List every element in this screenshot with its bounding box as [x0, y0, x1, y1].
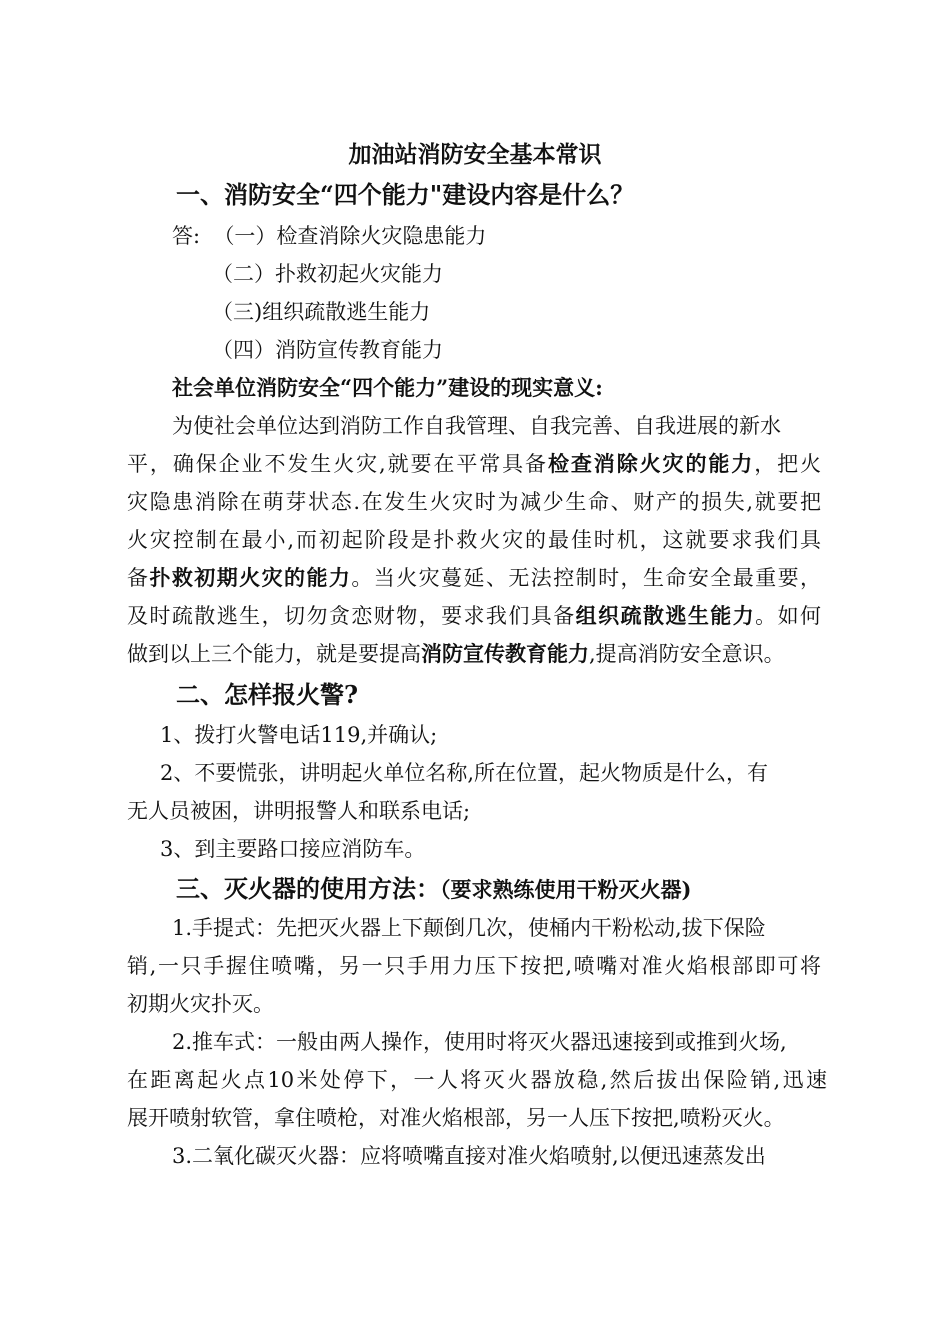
section-1-subheading: 社会单位消防安全“四个能力”建设的现实意义: — [172, 375, 603, 400]
section-3-heading-line — [176, 874, 691, 905]
answer-prefix: 答: — [172, 224, 201, 248]
paragraph-line: 平，确保企业不发生火灾,就要在平常具备检查消除火灾的能力，把火 — [127, 451, 822, 476]
paragraph-line: 初期火灾扑灭。 — [127, 992, 274, 1016]
paragraph-line: 及时疏散逃生，切勿贪恋财物，要求我们具备组织疏散逃生能力。如何 — [127, 603, 822, 628]
paragraph-line: 1.手提式：先把灭火器上下颠倒几次，使桶内干粉松动,拔下保险 — [172, 916, 766, 940]
answer-line — [172, 221, 486, 251]
paragraph-line: 火灾控制在最小,而初起阶段是扑救火灾的最佳时机，这就要求我们具 — [127, 528, 821, 552]
paragraph-line: 1、拨打火警电话119,并确认; — [160, 723, 438, 747]
section-2-heading: 二、怎样报火警? — [176, 680, 359, 709]
paragraph-line: 3、到主要路口接应消防车。 — [160, 837, 426, 861]
emphasis-text: 组织疏散逃生能力 — [575, 603, 756, 628]
section-1-heading: 一、消防安全“四个能力"建设内容是什么？ — [176, 180, 635, 209]
emphasis-text: 消防宣传教育能力 — [421, 641, 589, 666]
section-3-heading: 三、灭火器的使用方法： — [176, 874, 440, 903]
paragraph-line: 2.推车式：一般由两人操作，使用时将灭火器迅速接到或推到火场, — [172, 1030, 787, 1054]
paragraph-line: 无人员被困，讲明报警人和联系电话; — [127, 799, 471, 823]
section-3-heading-note: （要求熟练使用干粉灭火器) — [440, 877, 692, 902]
paragraph-line: 备扑救初期火灾的能力。当火灾蔓延、无法控制时，生命安全最重要， — [127, 565, 822, 590]
paragraph-line: 3.二氧化碳灭火器：应将喷嘴直接对准火焰喷射,以便迅速蒸发出 — [172, 1144, 766, 1168]
capability-item: （四）消防宣传教育能力 — [212, 338, 443, 362]
capability-item: （一）检查消除火灾隐患能力 — [213, 224, 487, 248]
paragraph-line: 为使社会单位达到消防工作自我管理、自我完善、自我进展的新水 — [172, 414, 781, 438]
emphasis-text: 扑救初期火灾的能力 — [149, 565, 352, 590]
capability-item: （二）扑救初起火灾能力 — [212, 262, 443, 286]
paragraph-line: 灾隐患消除在萌芽状态.在发生火灾时为减少生命、财产的损失,就要把 — [127, 490, 821, 514]
capability-item: （三)组织疏散逃生能力 — [212, 300, 431, 324]
paragraph-line: 做到以上三个能力，就是要提高消防宣传教育能力,提高消防安全意识。 — [127, 641, 785, 666]
paragraph-line: 展开喷射软管，拿住喷枪，对准火焰根部，另一人压下按把,喷粉灭火。 — [127, 1106, 785, 1130]
emphasis-text: 检查消除火灾的能力 — [547, 451, 755, 476]
paragraph-line: 2、不要慌张，讲明起火单位名称,所在位置，起火物质是什么，有 — [160, 761, 769, 785]
paragraph-line: 在距离起火点10米处停下，一人将灭火器放稳,然后拔出保险销,迅速 — [127, 1068, 827, 1092]
document-title: 加油站消防安全基本常识 — [348, 141, 602, 168]
paragraph-line: 销,一只手握住喷嘴，另一只手用力压下按把,喷嘴对准火焰根部即可将 — [127, 954, 821, 978]
